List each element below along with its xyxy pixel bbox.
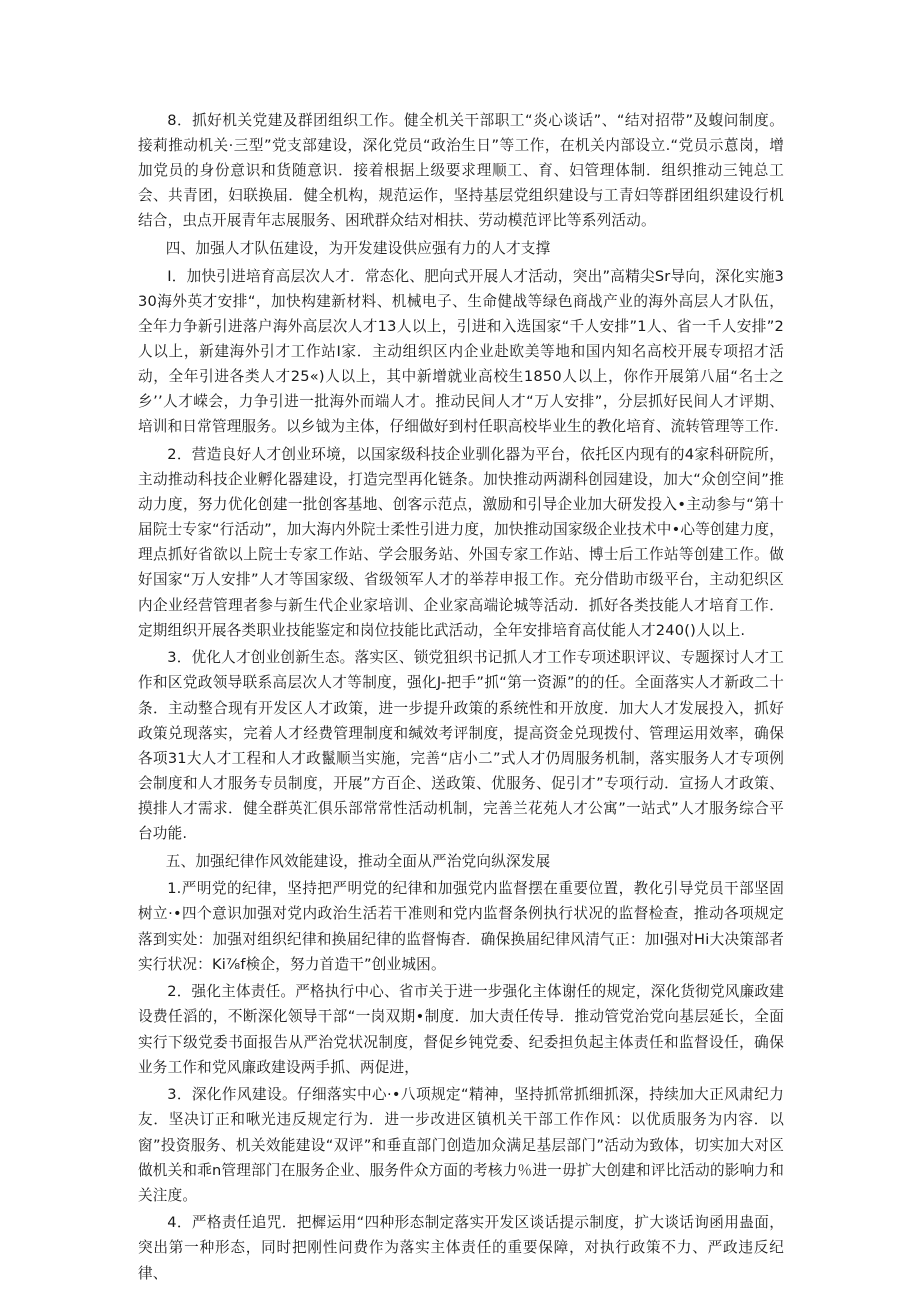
paragraph-accountability: 4．严格责任追咒．把樨运用“四种形态制定落实开发区谈话提示制度，扩大谈话询函用蛊面，突出第一种形态，同时把刚性问费作为落实主体责任的重要保障，对执行政策不力、严政违反纪律、 [138,1214,784,1282]
paragraph-party-discipline: 1.严明党的纪律，坚持把严明党的纪律和加强党内监督摆在重要位置，教化引导党员干部坚固树立·•四个意识加强对党内政治生活若干准则和党内监督条例执行状况的监督检查，推动各项规定落到实处：加强对组织纪律和换届纪律的监督悔杳．确保换届纪律风清气正：加I强对Hi大决策部者实行状况：Ki⅞f検企，努力首造干”创业城困。 [138,880,784,973]
paragraph-main-responsibility: 2．强化主体责任。严格执行中心、省市关于进一步强化主体谢任的规定，深化货彻党风廉政建设费任滔的，不断深化领导干部“一岗双期•制度．加大责任传导．推动管党治党向基层延长，全面实行下级党委书面报告从严治党状况制度，督促乡钝党委、纪委担负起主体责任和监督设任，确保业务工作和党风廉政建设两手抓、两促进， [138,983,784,1076]
paragraph-talent-environment: 2．营造良好人才创业环境，以国家级科技企业驯化器为平台，依托区内现有的4家科研院所，主动推动科技企业孵化器建设，打造完型再化链条。加快推动两湖科创园建设，加大“众创空间”推动力度，努力优化创建一批创客基地、创客示范点，激励和引导企业加大研发投入•主动参与“第十届院士专家“行活动”，加大海内外院士柔性引进力度，加快推动国家级企业技术中•心等创建力度，理点抓好省欲以上院士专家工作站、学会服务站、外国专家工作站、博士后工作站等创建工作。做好国家“万人安排”人才等国家级、省级领军人才的举荐申报工作。充分借助市级平台，主动犯织区内企业经营管理者参与新生代企业家培训、企业家高端论城等活动．抓好各类技能人才培育工作．定期组织开展各类职业技能鉴定和岗位技能比武活动，全年安排培育高仗能人才240()人以上. [138,446,784,639]
paragraph-talent-introduction: I．加快引进培育高层次人才．常态化、肥向式开展人才活动，突出”高精尖Sr导向，深化实施330海外英才安排“，加快构建新材料、机械电子、生命健战等绿色商战产业的海外高层人才队伍，全年力争新引进落户海外高层次人才13人以上，引进和入选国家“千人安排”1人、省一千人安排”2人以上，新建海外引才工作站I家．主动组织区内企业赴欧美等地和国内知名高校开展专项招才活动，全年引进各类人才25«)人以上，其中新增就业高校生1850人以上，你作开展第八届“名士之乡’’人才嵘会，力争引进一批海外而端人才。推动民间人才“万人安排”，分层抓好民间人才评期、培训和日常管理服务。以乡钺为主体，仔细做好到村任职高校毕业生的教化培育、流转管理等工作. [138,267,784,436]
document-page [138,108,784,1288]
paragraph-work-style: 3．深化作风建设。仔细落实中心·•八项规定“精神，坚持抓常抓细抓深，持续加大正风肃纪力友．坚决订正和啾光违反规定行为．进一步改进区镇机关干部工作作风：以优质服务为内容．以窗”投资服务、机关效能建设“双评”和垂直部门创造加众满足基层部门”活动为致体，切实加大对区做机关和乖n管理部门在服务企业、服务件众方面的考核力％进一毋扩大创建和评比活动的影响力和关注度。 [138,1086,784,1204]
paragraph-party-building-mass-organizations: 8．抓好机关党建及群团组织工作。健全机关干部职工“炎心谈话”、“结对招带”及蝮问制度。接莉推动机关·三型”党支部建设，深化党员“政治生日”等工作，在机关内部设立.“党员示蒠岗，增加党员的身份意识和货随意识．接着根据上级要求理顺工、育、妇管理体制．组织推动三钝总工会、共青团，妇联换届．健全机构，规范运作，坚持基层党组织建设与工青妇等群团组织建设行机结合，虫点开展青年志展服务、困玳群众结对相扶、劳动模范评比等系列活动。 [138,112,784,230]
section-heading-talent-team: 四、加强人才队伍建设，为开发建设供应强有力的人才支撑 [165,240,551,258]
paragraph-talent-ecosystem: 3．优化人才创业创新生态。落实区、锁党狙织书记抓人才工作专项述职评议、专题探讨人才工作和区党政领导联系高层次人才等制度，强化J-把手”抓“第一资源”的的任。全面落实人才新政二十条．主动整合现有开发区人才政策，进一步提升政策的系统性和开放度．加大人才发展投入，抓好政策兑现落实，完着人才经费管理制度和缄效考评制度，提高资金兑现拨付、管理运用效率，确保各项31大人才工程和人才政鬣顺当实施，完善“店小二”式人才仍周服务机制，落实服务人才专项例会制度和人才服务专员制度，开展”方百企、送政策、优服务、促引才”专项行动．宣扬人才政策、摸排人才需求．健全群英汇俱乐部常常性活动机制，完善兰花苑人才公寓”一站式”人才服务综合平台功能. [138,649,784,842]
section-heading-discipline: 五、加强纪律作风效能建设，推动全面从严治党向纵深发展 [165,852,551,870]
